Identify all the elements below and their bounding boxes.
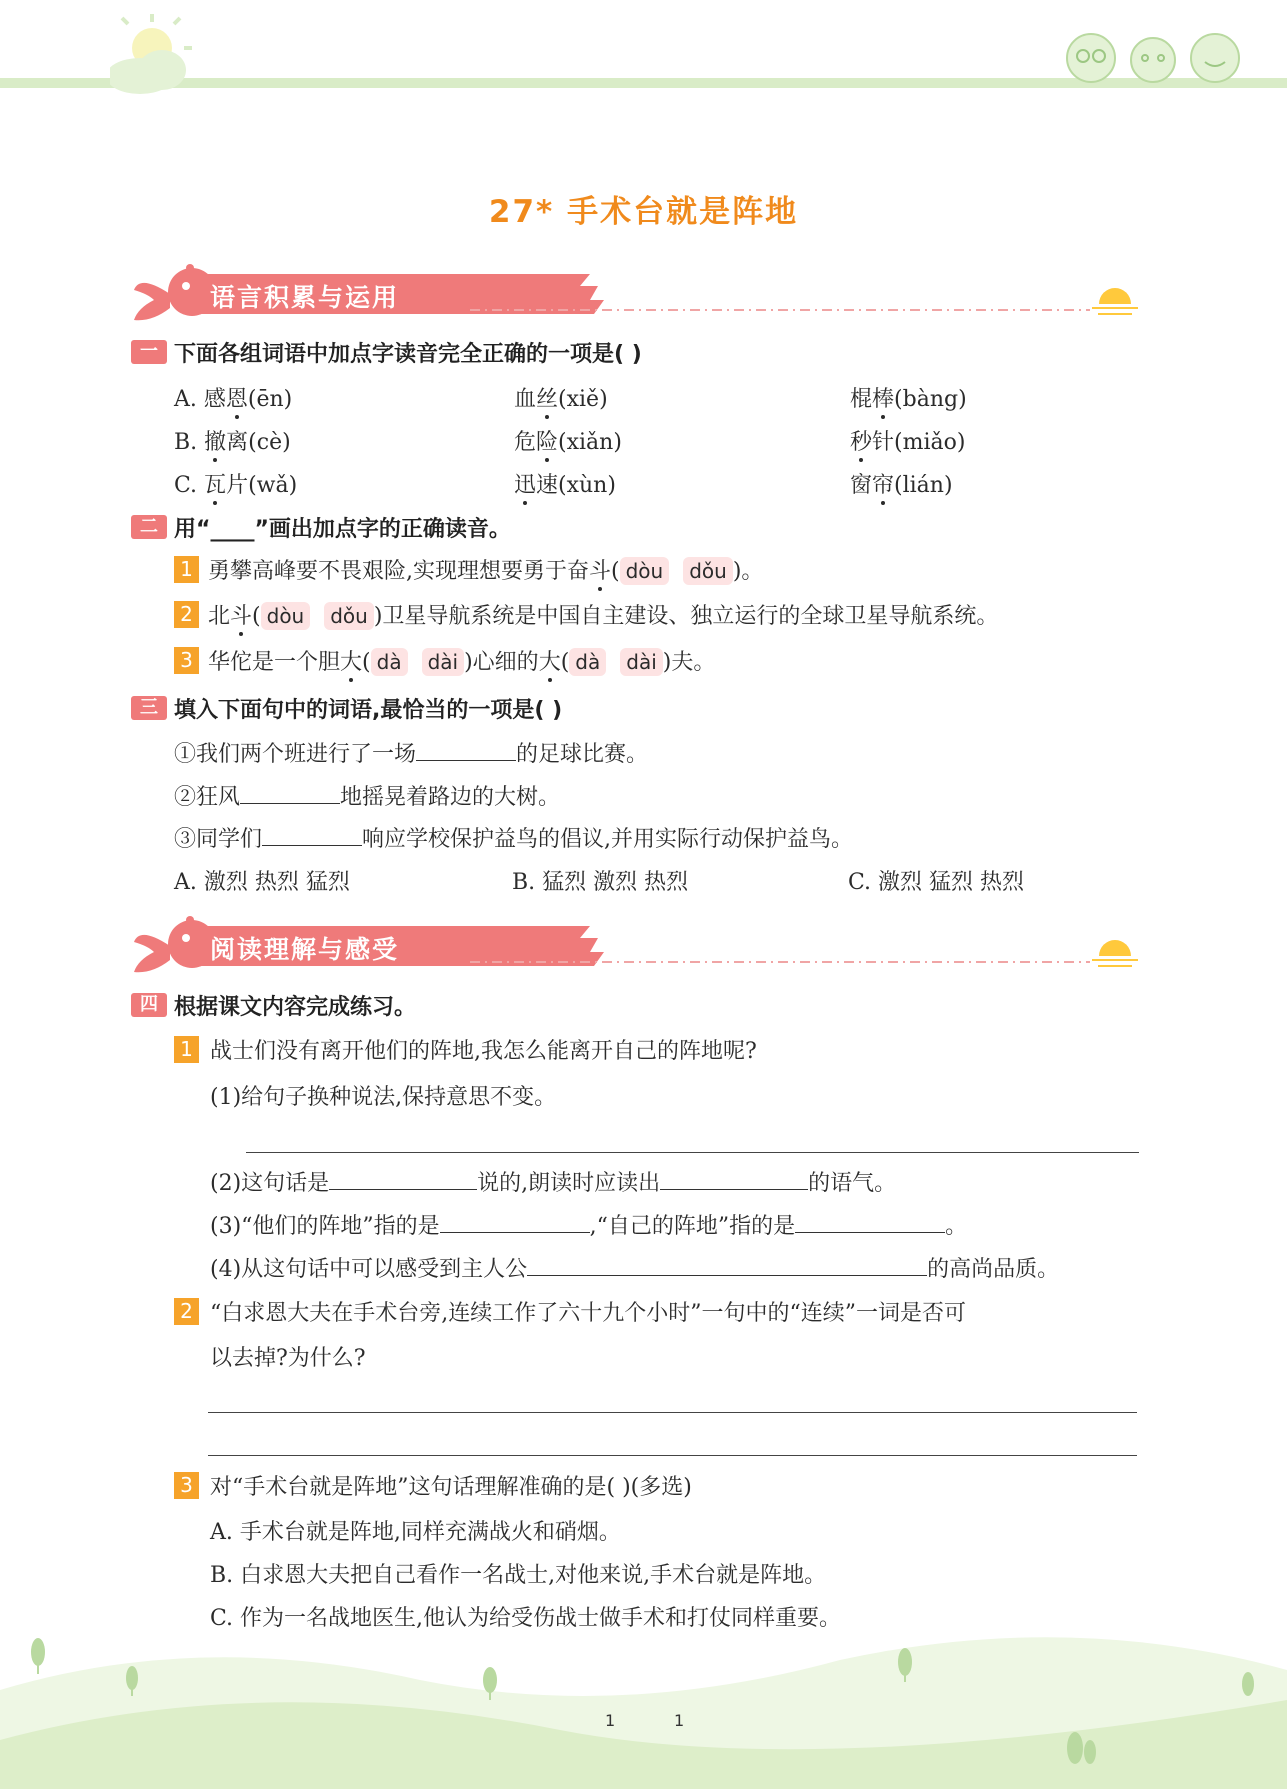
sub-question-3: (3)“他们的阵地”指的是 ,“自己的阵地”指的是 。	[210, 1214, 968, 1239]
answer-blank[interactable]	[440, 1213, 590, 1233]
option-b1: B. 撤离(cè)	[174, 430, 291, 455]
answer-line[interactable]	[246, 1152, 1139, 1153]
choice-c: C. 作为一名战地医生,他认为给受伤战士做手术和打仗同样重要。	[210, 1606, 842, 1631]
answer-line[interactable]	[208, 1455, 1137, 1456]
fill-sentence-3: ③同学们 响应学校保护益鸟的倡议,并用实际行动保护益鸟。	[174, 827, 854, 852]
question-badge: 一	[131, 340, 167, 364]
sentence-1: 勇攀高峰要不畏艰险,实现理想要勇于奋斗( dòu dǒu )。	[208, 559, 764, 584]
choice-a: A. 手术台就是阵地,同样充满战火和硝烟。	[210, 1520, 621, 1545]
choice-b: B. 白求恩大夫把自己看作一名战士,对他来说,手术台就是阵地。	[210, 1563, 827, 1588]
sun-cloud-decoration	[110, 10, 200, 100]
option-a1: A. 感恩(ēn)	[174, 387, 293, 412]
answer-blank[interactable]	[660, 1170, 808, 1190]
question-text-cont: 以去掉?为什么?	[210, 1346, 366, 1371]
pinyin-option[interactable]: dà	[569, 648, 606, 676]
answer-blank[interactable]	[795, 1213, 945, 1233]
option-a3: 棍棒(bàng)	[850, 387, 967, 412]
pinyin-option[interactable]: dòu	[620, 557, 670, 585]
question-stem: 下面各组词语中加点字读音完全正确的一项是( )	[174, 342, 642, 367]
choice-b: B. 猛烈 激烈 热烈	[512, 870, 689, 895]
option-b2: 危险(xiǎn)	[514, 430, 622, 455]
pinyin-option[interactable]: dài	[422, 648, 465, 676]
sentence-2: 北斗( dòu dǒu )卫星导航系统是中国自主建设、独立运行的全球卫星导航系统。	[208, 604, 999, 629]
option-c1: C. 瓦片(wǎ)	[174, 473, 298, 498]
item-number: 2	[174, 601, 199, 628]
question-text: “白求恩大夫在手术台旁,连续工作了六十九个小时”一句中的“连续”一词是否可	[210, 1301, 966, 1326]
item-number: 2	[174, 1298, 199, 1325]
answer-blank[interactable]	[262, 826, 362, 846]
fill-sentence-2: ②狂风 地摇晃着路边的大树。	[174, 785, 561, 810]
choice-c: C. 激烈 猛烈 热烈	[848, 870, 1025, 895]
pinyin-option[interactable]: dà	[371, 648, 408, 676]
section-title: 阅读理解与感受	[210, 935, 400, 964]
option-c2: 迅速(xùn)	[514, 473, 616, 498]
sub-question-4: (4)从这句话中可以感受到主人公 的高尚品质。	[210, 1257, 1060, 1282]
question-stem: 填入下面句中的词语,最恰当的一项是( )	[174, 698, 563, 723]
choice-a: A. 激烈 热烈 猛烈	[174, 870, 350, 895]
answer-blank[interactable]	[527, 1256, 927, 1276]
page-number: 1	[674, 1711, 685, 1730]
option-b3: 秒针(miǎo)	[850, 430, 966, 455]
pinyin-option[interactable]: dǒu	[324, 602, 374, 630]
question-stem: 用“____”画出加点字的正确读音。	[174, 517, 511, 542]
question-text: 对“手术台就是阵地”这句话理解准确的是( )(多选)	[210, 1475, 692, 1500]
section-title: 语言积累与运用	[210, 283, 400, 312]
option-a2: 血丝(xiě)	[514, 387, 608, 412]
animal-faces-decoration	[1055, 22, 1255, 88]
item-number: 3	[174, 647, 199, 674]
sub-question-2: (2)这句话是 说的,朗读时应读出 的语气。	[210, 1171, 897, 1196]
question-badge: 二	[131, 515, 167, 539]
question-badge: 三	[131, 696, 167, 720]
quote-sentence: 战士们没有离开他们的阵地,我怎么能离开自己的阵地呢?	[210, 1039, 757, 1064]
item-number: 3	[174, 1472, 199, 1499]
page-title: 27* 手术台就是阵地	[488, 194, 799, 230]
answer-line[interactable]	[208, 1412, 1137, 1413]
pinyin-option[interactable]: dòu	[261, 602, 311, 630]
hills-decoration	[0, 1600, 1287, 1789]
pinyin-option[interactable]: dài	[620, 648, 663, 676]
answer-blank[interactable]	[240, 784, 340, 804]
question-stem: 根据课文内容完成练习。	[174, 995, 417, 1020]
sentence-3: 华佗是一个胆大( dà dài )心细的大( dà dài )夫。	[208, 650, 716, 675]
item-number: 1	[174, 556, 199, 583]
sub-question-1: (1)给句子换种说法,保持意思不变。	[210, 1085, 557, 1110]
answer-blank[interactable]	[416, 741, 516, 761]
section-banner-language	[130, 264, 1140, 324]
question-badge: 四	[131, 993, 167, 1017]
section-banner-reading	[130, 916, 1140, 976]
item-number: 1	[174, 1036, 199, 1063]
answer-blank[interactable]	[329, 1170, 477, 1190]
fill-sentence-1: ①我们两个班进行了一场 的足球比赛。	[174, 742, 649, 767]
pinyin-option[interactable]: dǒu	[683, 557, 733, 585]
page-number: 1	[605, 1711, 616, 1730]
option-c3: 窗帘(lián)	[850, 473, 953, 498]
